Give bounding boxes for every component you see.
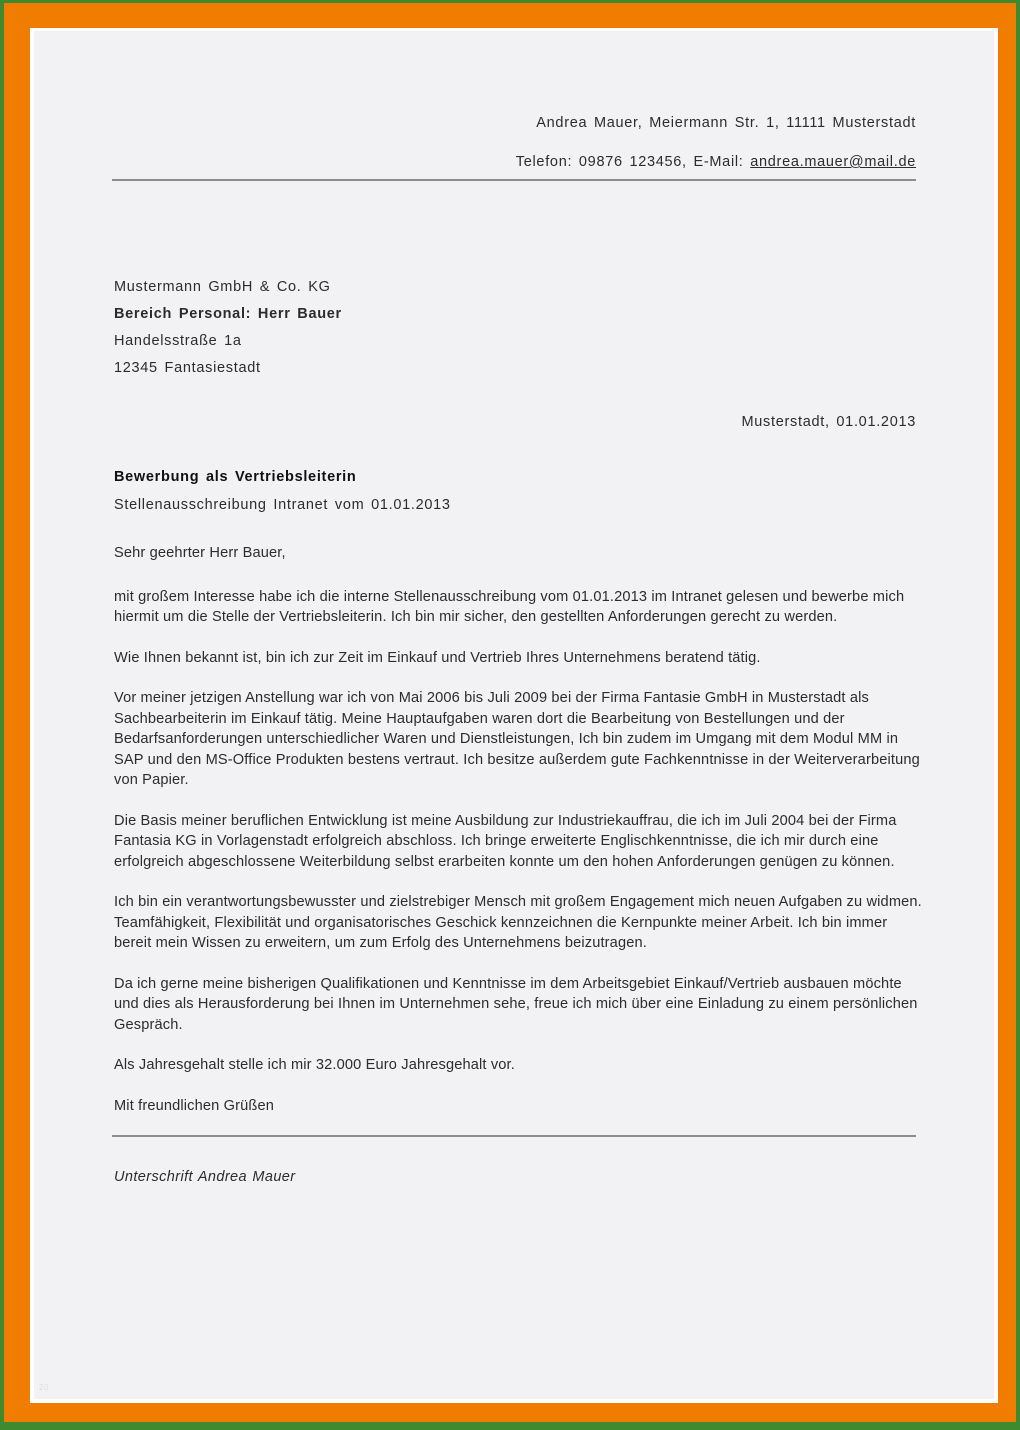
recipient-company: Mustermann GmbH & Co. KG xyxy=(114,279,331,295)
recipient-department: Bereich Personal: Herr Bauer xyxy=(114,306,342,322)
body-salutation: Sehr geehrter Herr Bauer, xyxy=(114,545,286,561)
body-paragraph-1: mit großem Interesse habe ich die interne Stellenausschreibung vom 01.01.2013 im Intranet gelesen und bewerbe mich hiermit um die Stelle der Vertriebsleiterin. Ich bin mir sicher, den gestellten Anforderungen gerecht zu werden. xyxy=(114,588,905,625)
body-paragraph-3: Vor meiner jetzigen Anstellung war ich von Mai 2006 bis Juli 2009 bei der Firma Fantasie GmbH in Musterstadt als Sachbearbeiterin im Einkauf tätig. Meine Hauptaufgaben waren dort die Bearbeitung von Bestellungen und der Bedarfsanforderungen unterschiedlicher Waren und Dienstleistungen, Ich bin zudem im Umgang mit dem Modul MM in SAP und den MS-Office Produkten bestens vertraut. Ich besitze außerdem gute Fachkenntnisse in der Weiterverarbeitung von Papier. xyxy=(114,690,920,788)
letter-body xyxy=(114,543,924,1116)
signature-caption: Unterschrift Andrea Mauer xyxy=(114,1169,296,1185)
letter-page xyxy=(34,31,994,1399)
body-paragraph-5: Ich bin ein verantwortungsbewusster und zielstrebiger Mensch mit großem Engagement mich neuen Aufgaben zu widmen. Teamfähigkeit, Flexibilität und organisatorisches Geschick kennzeichnen die Kernpunkte meiner Arbeit. Ich bin immer bereit mein Wissen zu erweitern, um zum Erfolg des Unternehmens beizutragen. xyxy=(114,894,922,951)
subject-reference: Stellenausschreibung Intranet vom 01.01.2013 xyxy=(114,497,451,513)
page-number-artifact: 20 xyxy=(39,1383,49,1392)
recipient-city: 12345 Fantasiestadt xyxy=(114,360,261,376)
body-paragraph-7: Als Jahresgehalt stelle ich mir 32.000 Euro Jahresgehalt vor. xyxy=(114,1057,515,1073)
subject-title: Bewerbung als Vertriebsleiterin xyxy=(114,469,357,485)
body-paragraph-6: Da ich gerne meine bisherigen Qualifikationen und Kenntnisse im dem Arbeitsgebiet Einkauf/Vertrieb ausbauen möchte und dies als Herausforderung bei Ihnen im Unternehmen sehe, freue ich mich über eine Einladung zu einem persönlichen Gespräch. xyxy=(114,975,918,1033)
body-closing: Mit freundlichen Grüßen xyxy=(114,1097,274,1114)
sender-contact-line xyxy=(112,154,916,170)
sender-email-link[interactable]: andrea.mauer@mail.de xyxy=(750,154,916,170)
body-paragraph-2: Wie Ihnen bekannt ist, bin ich zur Zeit im Einkauf und Vertrieb Ihres Unternehmens beratend tätig. xyxy=(114,649,761,666)
sender-contact-prefix: Telefon: 09876 123456, E-Mail: xyxy=(515,154,751,170)
date-line: Musterstadt, 01.01.2013 xyxy=(741,414,916,430)
sender-header xyxy=(112,115,916,170)
body-paragraph-4: Die Basis meiner beruflichen Entwicklung ist meine Ausbildung zur Industriekauffrau, die ich im Juli 2004 bei der Firma Fantasia KG in Vorlagenstadt erfolgreich abschloss. Ich bringe erweiterte Englischkenntnisse, die ich mir durch eine erfolgreich abgeschlossene Weiterbildung selbst erarbeiten konnte um den hohen Anforderungen genügen zu können. xyxy=(114,812,897,870)
orange-document-frame xyxy=(4,3,1016,1422)
recipient-street: Handelsstraße 1a xyxy=(114,333,242,349)
sender-address-line: Andrea Mauer, Meiermann Str. 1, 11111 Musterstadt xyxy=(536,115,916,131)
recipient-address-block xyxy=(114,274,614,382)
signature-divider xyxy=(112,1135,916,1137)
header-divider xyxy=(112,179,916,181)
